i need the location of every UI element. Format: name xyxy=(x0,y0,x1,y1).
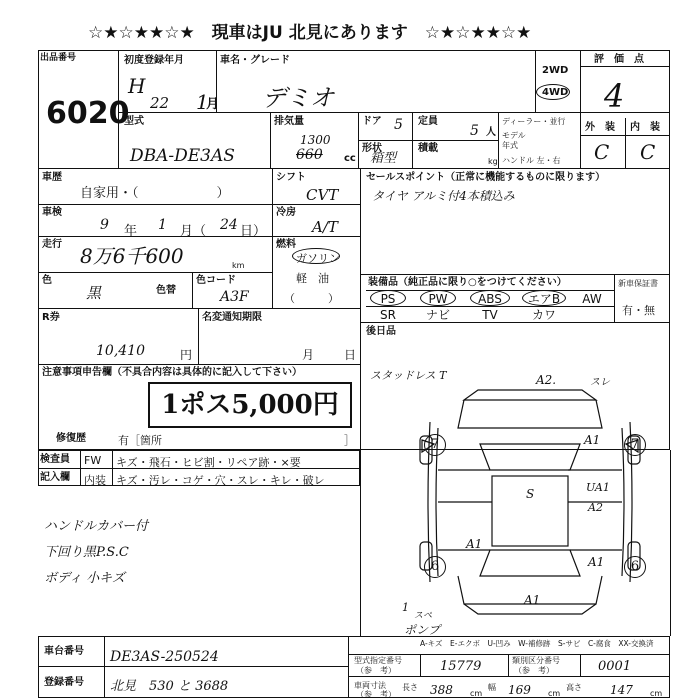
class-ref: （参 考） xyxy=(514,666,554,675)
exterior-label: 外 装 xyxy=(585,122,615,133)
repair-value: 有［箇所 xyxy=(118,434,162,447)
name-change-day: 日 xyxy=(344,348,357,362)
recycle-value: 10,410 xyxy=(96,343,145,359)
fuel-other: （ ） xyxy=(284,292,339,305)
tire-tr: 7 xyxy=(624,434,646,456)
note-spare-1: 1 xyxy=(402,601,409,614)
hei-unit: cm xyxy=(650,689,663,698)
len-unit: cm xyxy=(470,689,483,698)
inspector-label: 検査員 xyxy=(40,454,70,465)
seat-label: 後日品 xyxy=(366,326,396,337)
entry-label: 記入欄 xyxy=(40,472,70,483)
color-value: 黒 xyxy=(86,284,102,302)
damage-a1-rear-right: A1 xyxy=(588,555,605,569)
name-label: 車名・グレード xyxy=(220,55,290,66)
drive-4wd: 4WD xyxy=(542,87,569,98)
name-change-label: 名変通知期限 xyxy=(202,312,262,323)
mileage-value: 8万6千600 xyxy=(80,244,184,268)
sales-point-label: セールスポイント（正常に機能するものに限ります） xyxy=(366,172,606,183)
equip-ps-circle xyxy=(370,290,406,306)
inspection-month: 1 xyxy=(158,217,167,233)
lot-label: 出品番号 xyxy=(40,53,77,63)
color-change-label: 色替 xyxy=(156,285,176,296)
inspector-row2: キズ・汚レ・コゲ・穴・スレ・キレ・破レ xyxy=(116,474,325,487)
fuel-label: 燃料 xyxy=(276,239,296,250)
reg-value: 北見 530 と 3688 xyxy=(110,679,229,694)
note-stamp: 1ポス5,000円 xyxy=(148,382,352,428)
load-label: 積載 xyxy=(418,143,438,154)
shape-value: 箱型 xyxy=(370,151,397,166)
inspection-year: 9 xyxy=(100,217,109,233)
load-unit: kg xyxy=(488,157,498,166)
len-label: 長さ xyxy=(402,683,418,692)
mileage-label: 走行 xyxy=(42,239,62,250)
fuel-gas: ガソリン xyxy=(296,252,340,265)
equip-airbag: エアB xyxy=(527,292,561,306)
hei-value: 147 xyxy=(610,683,633,697)
equip-abs-circle xyxy=(470,290,510,306)
recycle-label: R券 xyxy=(42,312,60,323)
remark-2: 下回り黒P.S.C xyxy=(44,545,129,560)
note-label: 注意事項申告欄（不具合内容は具体的に記入して下さい） xyxy=(42,367,302,378)
disp-unit: cc xyxy=(344,153,356,164)
handle-label: ハンドル 左・右 xyxy=(502,156,561,165)
remark-3: ボディ 小キズ xyxy=(44,571,125,586)
equip-pw: PW xyxy=(428,292,448,306)
banner: ☆★☆★★☆★ 現車はJU 北見にあります ☆★☆★★☆★ xyxy=(88,23,532,43)
equip-tv: TV xyxy=(482,308,498,322)
class-no: 0001 xyxy=(598,659,632,674)
cap-unit: 人 xyxy=(486,127,496,138)
ac-value: A/T xyxy=(312,218,338,236)
inspector-row1: キズ・飛石・ヒビ割・リペア跡・×要 xyxy=(116,456,301,469)
month: 1 xyxy=(196,90,209,114)
damage-a2-right: A2 xyxy=(588,501,603,514)
sales-point-value: タイヤ アルミ付4本積込み xyxy=(372,189,515,203)
mileage-unit: km xyxy=(232,261,245,270)
damage-a2-top: A2. xyxy=(536,373,557,387)
damage-sure: スレ xyxy=(590,377,610,388)
equip-abs: ABS xyxy=(478,292,502,306)
history-value: 自家用・（ ） xyxy=(80,186,230,201)
cap-label: 定員 xyxy=(418,116,438,127)
note-spare-2: スペ xyxy=(414,611,433,621)
shape-label: 形状 xyxy=(362,143,382,154)
month-unit: 月 xyxy=(206,97,220,112)
size-ref: （参 考） xyxy=(356,690,396,699)
hei-label: 高さ xyxy=(566,683,582,692)
car-name: デミオ xyxy=(262,84,334,112)
shift-value: CVT xyxy=(306,186,339,204)
wid-label: 幅 xyxy=(488,683,496,692)
tire-tl: 7 xyxy=(424,434,446,456)
name-change-month: 月 xyxy=(302,348,315,362)
inspection-year-unit: 年 xyxy=(124,224,138,239)
repair-close: ］ xyxy=(344,434,355,447)
equipment-label: 装備品（純正品に限り○をつけてください） xyxy=(368,277,567,288)
lot-number: 6020 xyxy=(46,96,130,131)
door-value: 5 xyxy=(394,117,403,133)
equip-sr: SR xyxy=(380,308,396,322)
interior-label: 内 装 xyxy=(630,122,660,133)
year: 22 xyxy=(150,94,170,112)
color-code: A3F xyxy=(220,289,249,305)
model-label: モデル xyxy=(502,131,526,140)
damage-ua1: UA1 xyxy=(586,481,610,494)
chassis-value: DE3AS-250524 xyxy=(110,649,219,665)
reg-label: 登録番号 xyxy=(44,677,84,688)
chassis-label: 車台番号 xyxy=(44,646,84,657)
first-reg-label: 初度登録年月 xyxy=(124,55,184,66)
fuel-diesel: 軽 油 xyxy=(296,272,329,285)
equip-navi: ナビ xyxy=(425,308,450,322)
inspection-day-unit: 日） xyxy=(240,224,267,239)
dealer-label: ディーラー・並行 xyxy=(502,117,566,126)
cap-value: 5 xyxy=(470,123,479,139)
inspection-day: 24 xyxy=(220,217,238,233)
class-label: 類別区分番号 xyxy=(512,656,560,665)
color-label: 色 xyxy=(42,275,52,286)
shift-label: シフト xyxy=(276,172,306,183)
wid-unit: cm xyxy=(548,689,561,698)
ac-label: 冷房 xyxy=(276,207,296,218)
note-spare-3: ポンプ xyxy=(404,623,441,637)
model-no-label: 型式指定番号 xyxy=(354,656,402,665)
wid-value: 169 xyxy=(508,683,531,697)
grade-label: 評 価 点 xyxy=(594,54,644,65)
era: H xyxy=(128,74,146,98)
warranty-value: 有・無 xyxy=(622,304,655,317)
equip-airbag-circle xyxy=(522,290,566,306)
type-label: 型式 xyxy=(124,116,144,127)
equip-aw: AW xyxy=(582,292,602,306)
type-value: DBA-DE3AS xyxy=(130,146,235,166)
remark-1: ハンドルカバー付 xyxy=(44,519,149,534)
exterior-grade: C xyxy=(594,140,610,164)
color-code-label: 色コード xyxy=(196,275,236,286)
inspection-label: 車検 xyxy=(42,207,62,218)
seat-note: スタッドレス T xyxy=(370,369,447,382)
drive-2wd: 2WD xyxy=(542,65,569,76)
damage-a1-rear: A1 xyxy=(524,593,541,607)
tire-bl: 6 xyxy=(424,556,446,578)
disp-struck: 660 xyxy=(296,147,323,163)
inspector-row1-tag: FW xyxy=(84,454,102,467)
model-no-ref: （参 考） xyxy=(356,666,396,675)
door-label: ドア xyxy=(362,116,382,127)
damage-a1-left: A1 xyxy=(466,537,483,551)
equip-pw-circle xyxy=(420,290,456,306)
grade-score: 4 xyxy=(604,77,625,115)
size-label: 車両寸法 xyxy=(354,681,386,690)
damage-a1-right: A1 xyxy=(584,433,601,447)
interior-grade: C xyxy=(640,140,656,164)
repair-label: 修復歴 xyxy=(56,433,86,444)
inspection-month-unit: 月（ xyxy=(180,224,207,239)
disp-value: 1300 xyxy=(300,133,331,147)
equip-leather: カワ xyxy=(531,308,556,322)
history-label: 車歴 xyxy=(42,172,62,183)
inspector-row2-tag: 内装 xyxy=(84,474,106,487)
warranty-label: 新車保証書 xyxy=(618,279,658,288)
equip-ps: PS xyxy=(380,292,396,306)
legend: A-キズ E-エクボ U-凹み W-補修跡 S-サビ C-腐食 XX-交換済 xyxy=(420,639,654,648)
model-no: 15779 xyxy=(440,659,482,674)
damage-s: S xyxy=(526,487,535,501)
model-year-label: 年式 xyxy=(502,141,518,150)
recycle-unit: 円 xyxy=(180,348,193,362)
disp-label: 排気量 xyxy=(274,116,304,127)
tire-br: 6 xyxy=(624,556,646,578)
len-value: 388 xyxy=(430,683,453,697)
